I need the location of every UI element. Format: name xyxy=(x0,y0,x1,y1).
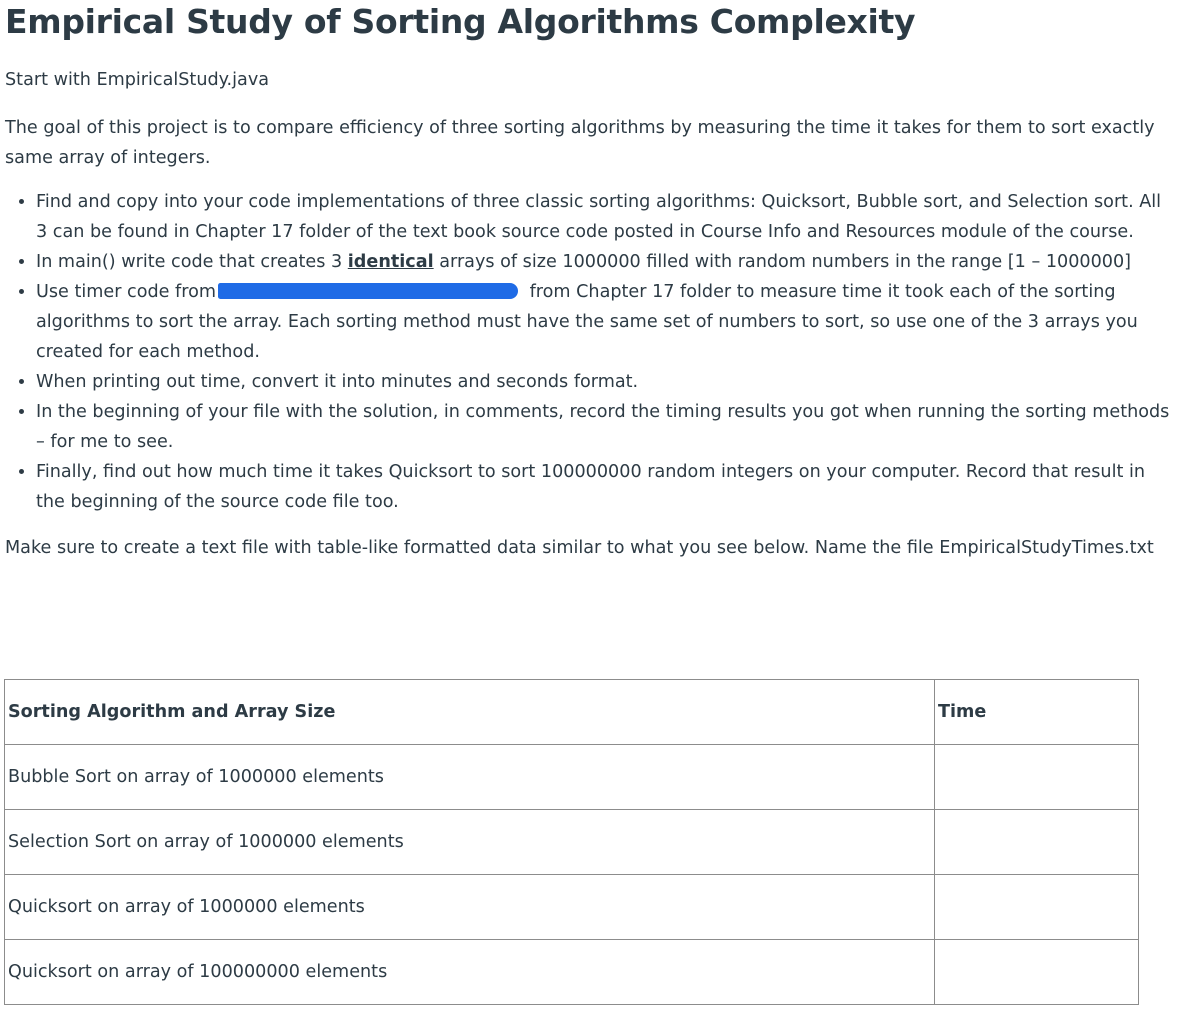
task-item-quicksort-large: • Finally, find out how much time it takes Quicksort to sort 100000000 random integers on your computer. Record that result in the beginning of the source code file too. xyxy=(36,457,1175,517)
goal-paragraph: The goal of this project is to compare efficiency of three sorting algorithms by measuring the time it takes for them to sort exactly same array of integers. xyxy=(5,118,1155,168)
task-item-format-time: • When printing out time, convert it into minutes and seconds format. xyxy=(36,367,1175,397)
assignment-content xyxy=(5,0,1175,563)
algorithm-cell: Selection Sort on array of 1000000 elements xyxy=(5,810,935,875)
table-row xyxy=(5,810,1139,875)
time-cell xyxy=(935,745,1139,810)
header-algorithm: Sorting Algorithm and Array Size xyxy=(5,680,935,745)
task-item-copy-algorithms: • Find and copy into your code implementations of three classic sorting algorithms: Quicksort, Bubble sort, and Selection sort. All 3 can be found in Chapter 17 folder of the text book source code posted in Course Info and Resources module of the course. xyxy=(36,187,1175,247)
time-cell xyxy=(935,810,1139,875)
redaction-mark xyxy=(218,283,518,299)
times-table xyxy=(4,679,1139,1005)
task-text: Use timer code from xyxy=(36,282,217,302)
start-instruction: Start with EmpiricalStudy.java xyxy=(5,70,270,90)
make-sure-paragraph: Make sure to create a text file with table-like formatted data similar to what you see below. Name the file EmpiricalStudyTimes.txt xyxy=(5,538,1154,558)
time-cell xyxy=(935,875,1139,940)
task-text: In main() write code that creates 3 xyxy=(36,252,348,272)
task-list xyxy=(5,187,1175,517)
algorithm-cell: Bubble Sort on array of 1000000 elements xyxy=(5,745,935,810)
task-item-create-arrays xyxy=(36,247,1175,277)
header-time: Time xyxy=(935,680,1139,745)
table-header-row xyxy=(5,680,1139,745)
time-cell xyxy=(935,940,1139,1005)
identical-emphasis: identical xyxy=(347,252,434,272)
task-text: arrays of size 1000000 filled with random numbers in the range [1 – 1000000] xyxy=(433,252,1132,272)
table-row xyxy=(5,745,1139,810)
algorithm-cell: Quicksort on array of 1000000 elements xyxy=(5,875,935,940)
table-row xyxy=(5,875,1139,940)
task-item-timer xyxy=(36,277,1175,367)
table-row xyxy=(5,940,1139,1005)
algorithm-cell: Quicksort on array of 100000000 elements xyxy=(5,940,935,1005)
page-title: Empirical Study of Sorting Algorithms Complexity xyxy=(5,2,916,41)
task-item-record-results: • In the beginning of your file with the solution, in comments, record the timing results you got when running the sorting methods – for me to see. xyxy=(36,397,1175,457)
task-text: from Chapter 17 folder to measure time it took each of the sorting algorithms to sort the array. Each sorting method must have the same set of numbers to sort, so use one of the 3 arrays you created for each method. xyxy=(36,282,1138,362)
